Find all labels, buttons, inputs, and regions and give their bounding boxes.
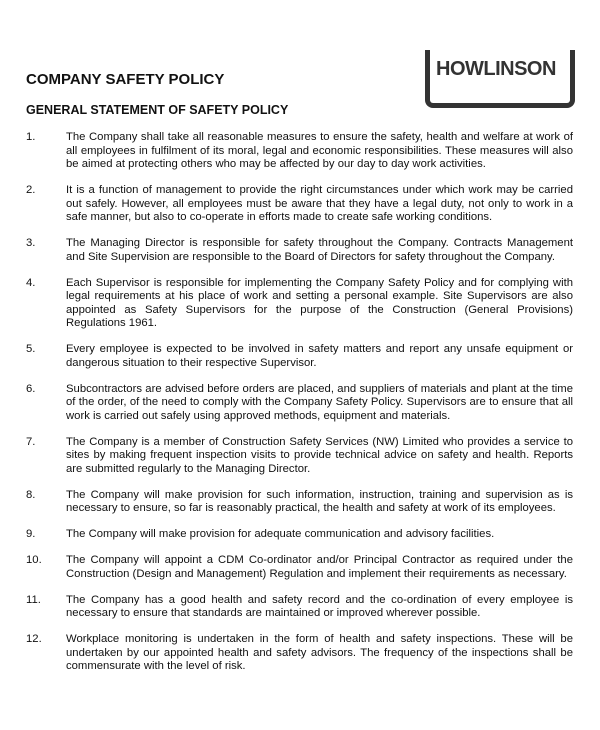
policy-item (26, 237, 573, 264)
policy-item-number: 7. (26, 435, 36, 448)
policy-item-number: 12. (26, 633, 42, 645)
document-title: COMPANY SAFETY POLICY (26, 71, 225, 88)
policy-item (26, 383, 573, 424)
policy-item (26, 594, 573, 621)
policy-item-text: It is a function of management to provide the right circumstances under which work may be carried out safely. However, all employees must be aware that they have a legal duty, not only to work in a safe manner, but also to co-operate in efforts made to create safe working conditions. (66, 184, 573, 223)
policy-item-number: 10. (26, 554, 42, 566)
policy-item-text: The Company will make provision for such information, instruction, training and supervision as is necessary to ensure, so far is reasonably practical, the health and safety at work of its employees. (66, 488, 573, 514)
policy-item-number: 9. (26, 528, 36, 540)
policy-item-text: The Company will make provision for adequate communication and advisory facilities. (66, 528, 495, 540)
policy-item-text: The Company has a good health and safety record and the co-ordination of every employee is necessary to ensure that standards are maintained or improved wherever possible. (66, 593, 573, 619)
policy-item-text: Workplace monitoring is undertaken in the form of health and safety inspections. These will be undertaken by our appointed health and safety advisors. The frequency of the inspections shall be commensurate with the level of risk. (66, 633, 573, 672)
policy-item-text: Every employee is expected to be involved in safety matters and report any unsafe equipment or dangerous situation to their respective Supervisor. (66, 343, 573, 369)
policy-item-number: 2. (26, 184, 36, 196)
policy-item-text: Each Supervisor is responsible for implementing the Company Safety Policy and for complying with legal requirements at his place of work and setting a personal example. Site Supervisors are also appointed as Safety Supervisors for the purpose of the Construction (General Provisions) Regulations 1961. (66, 276, 573, 329)
policy-item (26, 528, 573, 542)
policy-item-number: 4. (26, 276, 36, 289)
logo-text: HOWLINSON (436, 58, 556, 80)
policy-item (26, 277, 573, 331)
policy-item (26, 184, 573, 225)
policy-item (26, 554, 573, 581)
policy-item-number: 8. (26, 488, 36, 501)
policy-item (26, 131, 573, 172)
policy-item (26, 436, 573, 477)
policy-item-number: 5. (26, 343, 36, 355)
policy-item-text: The Company is a member of Construction Safety Services (NW) Limited who provides a service to sites by making frequent inspection visits to provide technical advice on safety and health. Reports are submitted regularly to the Managing Director. (66, 435, 573, 475)
policy-item (26, 343, 573, 370)
policy-item (26, 633, 573, 674)
policy-item-text: The Company will appoint a CDM Co-ordinator and/or Principal Contractor as required under the Construction (Design and Management) Regulation and implement their requirements as necessary. (66, 554, 573, 580)
document-subtitle: GENERAL STATEMENT OF SAFETY POLICY (26, 103, 289, 117)
policy-item-number: 3. (26, 237, 36, 249)
policy-item-number: 1. (26, 131, 36, 143)
policy-list (26, 131, 573, 686)
policy-item-text: The Managing Director is responsible for safety throughout the Company. Contracts Management and Site Supervision are responsible to the Board of Directors for safety throughout the Company. (66, 237, 573, 263)
policy-item-text: Subcontractors are advised before orders are placed, and suppliers of materials and plant at the time of the order, of the need to comply with the Company Safety Policy. Supervisors are to ensure that all work is carried out safely using approved methods, equipment and materials. (66, 382, 573, 422)
policy-item-text: The Company shall take all reasonable measures to ensure the safety, health and welfare at work of all employees in fulfilment of its moral, legal and economic responsibilities. These measures will also be aimed at protecting others who may be affected by our day to day work activities. (66, 131, 573, 170)
policy-item (26, 489, 573, 516)
company-logo (425, 50, 575, 108)
policy-item-number: 11. (26, 593, 41, 606)
policy-item-number: 6. (26, 382, 36, 395)
